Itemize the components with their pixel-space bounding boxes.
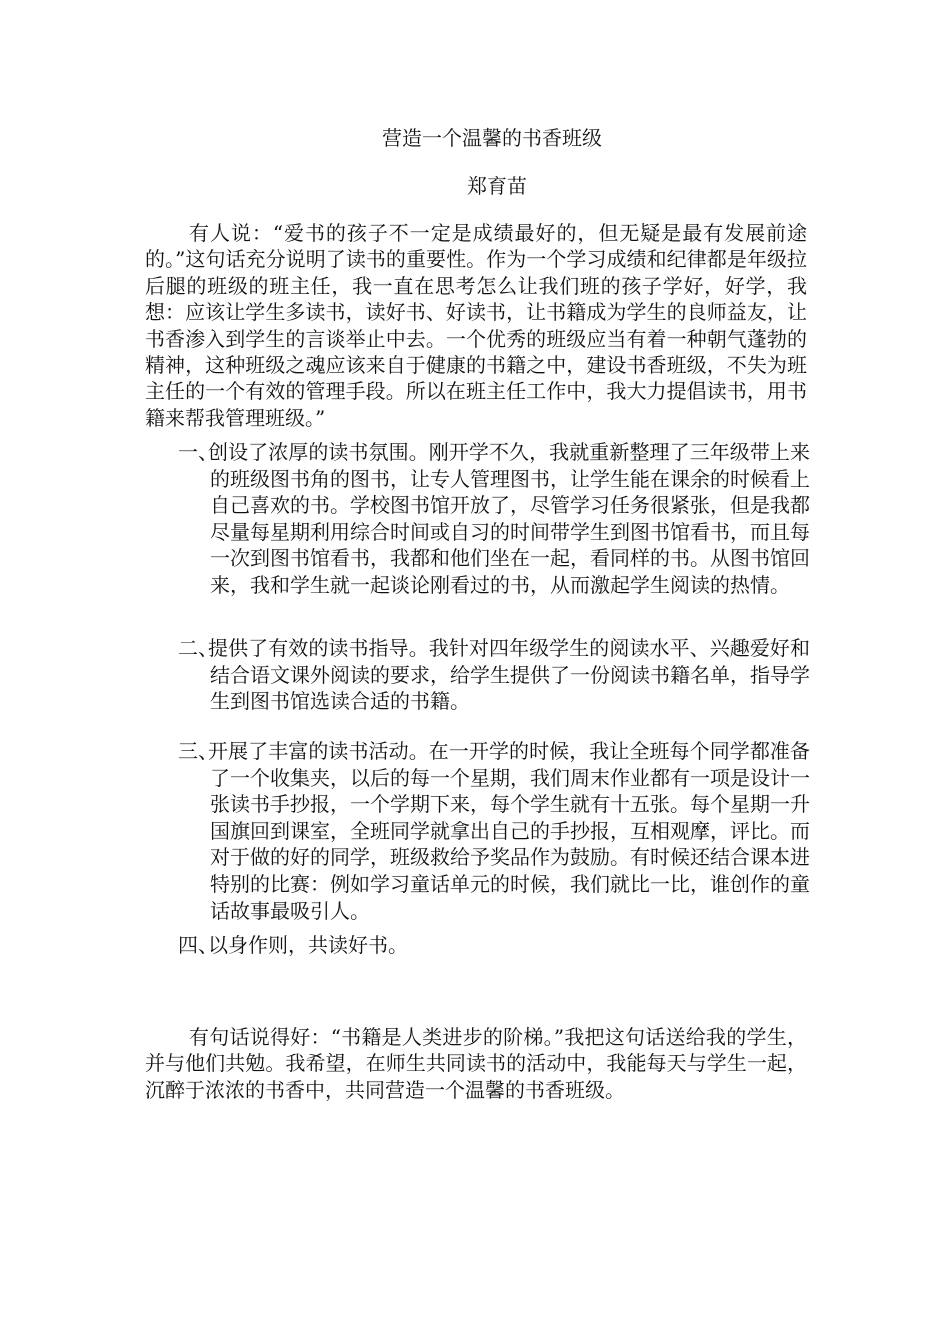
list-marker: 一、: [178, 440, 218, 464]
intro-paragraph: 有人说：“爱书的孩子不一定是成绩最好的，但无疑是最有发展前途的。”这句话充分说明了读书的重要性。作为一个学习成绩和纪律都是年级拉后腿的班级的班主任，我一直在思考怎么让我们班的孩子学好，好学，我想：应该让学生多读书，读好书、好读书，让书籍成为学生的良师益友，让书香渗入到学生的言谈举止中去。一个优秀的班级应当有着一种朝气蓬勃的精神，这种班级之魂应该来自于健康的书籍之中，建设书香班级，不失为班主任的一个有效的管理手段。所以在班主任工作中，我大力提倡读书，用书籍来帮我管理班级。”: [145, 221, 807, 430]
list-item: [178, 738, 810, 924]
list-item-text: 提供了有效的读书指导。我针对四年级学生的阅读水平、兴趣爱好和结合语文课外阅读的要求，给学生提供了一份阅读书籍名单，指导学生到图书馆选读合适的书籍。: [208, 636, 810, 714]
list-item-text: 开展了丰富的读书活动。在一开学的时候，我让全班每个同学都准备了一个收集夹，以后的每一个星期，我们周末作业都有一项是设计一张读书手抄报，一个学期下来，每个学生就有十五张。每个星期一升国旗回到课室，全班同学就拿出自己的手抄报，互相观摩，评比。而对于做的好的同学，班级救给予奖品作为鼓励。有时候还结合课本进特别的比赛：例如学习童话单元的时候，我们就比一比，谁创作的童话故事最吸引人。: [208, 739, 810, 923]
list-item-text: 以身作则，共读好书。: [208, 933, 408, 957]
list-marker: 二、: [178, 636, 218, 660]
list-item: [178, 635, 810, 715]
list-item: [178, 439, 810, 599]
list-marker: 三、: [178, 739, 218, 763]
list-item: [178, 932, 810, 959]
document-title: 营造一个温馨的书香班级: [382, 126, 602, 150]
document-author: 郑育苗: [467, 174, 527, 198]
closing-paragraph: 有句话说得好：“书籍是人类进步的阶梯。”我把这句话送给我的学生，并与他们共勉。我希望，在师生共同读书的活动中，我能每天与学生一起，沉醉于浓浓的书香中，共同营造一个温馨的书香班级。: [145, 1025, 807, 1102]
list-item-text: 创设了浓厚的读书氛围。刚开学不久，我就重新整理了三年级带上来的班级图书角的图书，让专人管理图书，让学生能在课余的时候看上自己喜欢的书。学校图书馆开放了，尽管学习任务很紧张，但是我都尽量每星期利用综合时间或自习的时间带学生到图书馆看书，而且每一次到图书馆看书，我都和他们坐在一起，看同样的书。从图书馆回来，我和学生就一起谈论刚看过的书，从而激起学生阅读的热情。: [208, 440, 810, 597]
list-marker: 四、: [178, 933, 218, 957]
